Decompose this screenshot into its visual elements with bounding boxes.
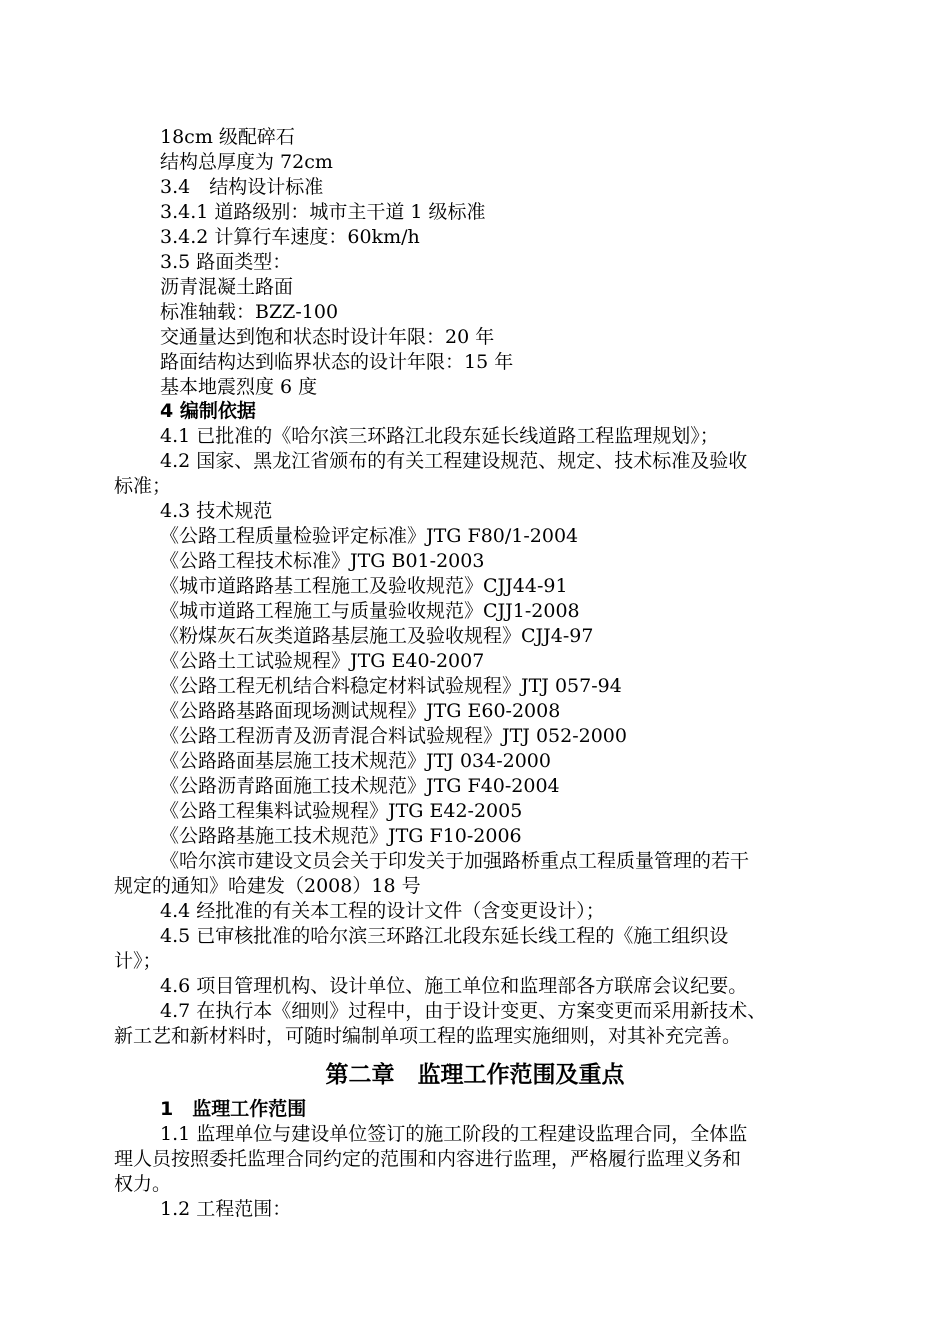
standard-item: 《公路工程技术标准》JTG B01-2003: [160, 550, 485, 572]
text-line: 新工艺和新材料时，可随时编制单项工程的监理实施细则，对其补充完善。: [114, 1025, 742, 1047]
text-line: 标准轴载：BZZ-100: [160, 301, 339, 323]
text-line: 4.7 在执行本《细则》过程中，由于设计变更、方案变更而采用新技术、: [160, 1000, 767, 1022]
chapter-title: 第二章 监理工作范围及重点: [325, 1062, 625, 1088]
standard-item: 《公路沥青路面施工技术规范》JTG F40-2004: [160, 775, 560, 797]
text-line: 4.4 经批准的有关本工程的设计文件（含变更设计）；: [160, 900, 605, 922]
standard-item: 《公路路面基层施工技术规范》JTJ 034-2000: [160, 750, 551, 772]
text-line: 基本地震烈度 6 度: [160, 376, 318, 398]
text-line: 18cm 级配碎石: [160, 126, 295, 148]
text-line: 权力。: [114, 1173, 172, 1195]
standard-item: 《公路工程沥青及沥青混合料试验规程》JTJ 052-2000: [160, 725, 627, 747]
standard-item: 《公路工程集料试验规程》JTG E42-2005: [160, 800, 523, 822]
standard-item: 《公路路基施工技术规范》JTG F10-2006: [160, 825, 522, 847]
text-line: 路面结构达到临界状态的设计年限：15 年: [160, 351, 514, 373]
text-line: 3.5 路面类型：: [160, 251, 292, 273]
text-line: 3.4.2 计算行车速度：60km/h: [160, 226, 420, 248]
text-line: 4.3 技术规范: [160, 500, 273, 522]
standard-item: 《公路路基路面现场测试规程》JTG E60-2008: [160, 700, 561, 722]
text-line: 交通量达到饱和状态时设计年限：20 年: [160, 326, 495, 348]
standard-item: 《公路工程无机结合料稳定材料试验规程》JTJ 057-94: [160, 675, 622, 697]
standard-item: 《公路土工试验规程》JTG E40-2007: [160, 650, 485, 672]
text-line: 规定的通知》哈建发（2008）18 号: [114, 875, 421, 897]
text-line: 4.6 项目管理机构、设计单位、施工单位和监理部各方联席会议纪要。: [160, 975, 748, 997]
text-line: 1.2 工程范围：: [160, 1198, 292, 1220]
text-line: 4.5 已审核批准的哈尔滨三环路江北段东延长线工程的《施工组织设: [160, 925, 729, 947]
standard-item: 《城市道路路基工程施工及验收规范》CJJ44-91: [160, 575, 568, 597]
text-line: 1.1 监理单位与建设单位签订的施工阶段的工程建设监理合同，全体监: [160, 1123, 748, 1145]
text-line: 沥青混凝土路面: [160, 276, 294, 298]
text-line: 结构总厚度为 72cm: [160, 151, 333, 173]
text-line: 4.1 已批准的《哈尔滨三环路江北段东延长线道路工程监理规划》；: [160, 425, 719, 447]
standard-item: 《城市道路工程施工与质量验收规范》CJJ1-2008: [160, 600, 580, 622]
section-heading: 4 编制依据: [160, 400, 256, 422]
text-line: 标准；: [114, 475, 172, 497]
text-line: 计》；: [114, 950, 162, 972]
section-heading: 1 监理工作范围: [160, 1098, 307, 1120]
text-line: 4.2 国家、黑龙江省颁布的有关工程建设规范、规定、技术标准及验收: [160, 450, 748, 472]
text-line: 3.4.1 道路级别：城市主干道 1 级标准: [160, 201, 486, 223]
standard-item: 《公路工程质量检验评定标准》JTG F80/1-2004: [160, 525, 579, 547]
standard-item: 《粉煤灰石灰类道路基层施工及验收规程》CJJ4-97: [160, 625, 594, 647]
text-line: 理人员按照委托监理合同约定的范围和内容进行监理，严格履行监理义务和: [114, 1148, 742, 1170]
section-heading: 3.4 结构设计标准: [160, 176, 324, 198]
standard-item: 《哈尔滨市建设文员会关于印发关于加强路桥重点工程质量管理的若干: [160, 850, 750, 872]
